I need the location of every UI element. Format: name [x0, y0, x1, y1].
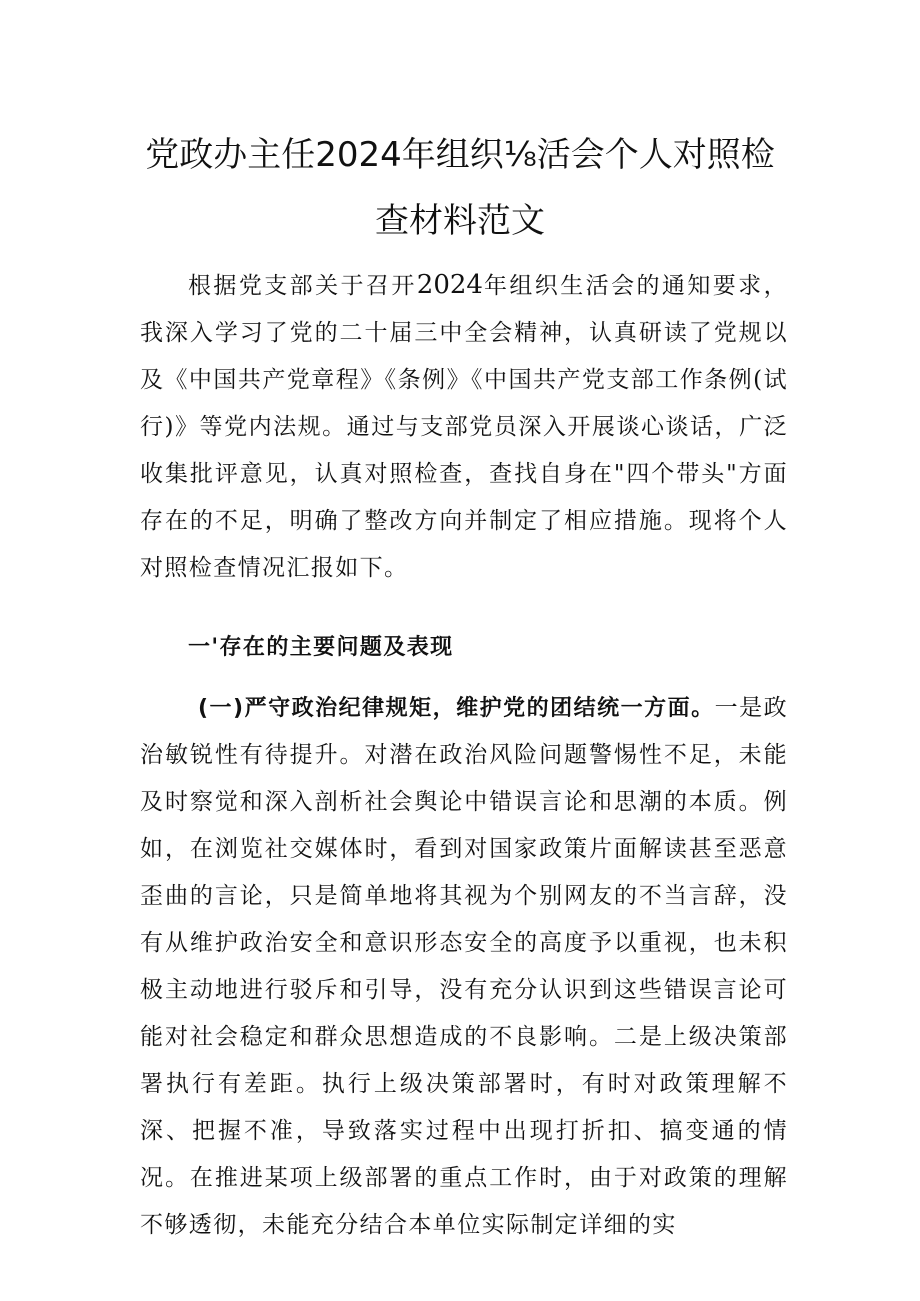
- intro-year: 2024: [416, 270, 483, 300]
- document-title: 党政办主任2024年组织⅛活会个人对照检查材料范文: [145, 135, 775, 241]
- subsection-lead: (一)严守政治纪律规矩，维护党的团结统一方面。: [198, 696, 715, 721]
- intro-paragraph: [140, 262, 788, 592]
- subsection-text: 一是政治敏锐性有待提升。对潜在政治风险问题警惕性不足，未能及时察觉和深入剖析社会舆论中错误言论和思潮的本质。例如，在浏览社交媒体时，看到对国家政策片面解读甚至恶意歪曲的言论，只是简单地将其视为个别网友的不当言辞，没有从维护政治安全和意识形态安全的高度予以重视，也未积极主动地进行驳斥和引导，没有充分认识到这些错误言论可能对社会稳定和群众思想造成的不良影响。二是上级决策部署执行有差距。执行上级决策部署时，有时对政策理解不深、把握不准，导致落实过程中出现打折扣、搞变通的情况。在推进某项上级部署的重点工作时，由于对政策的理解不够透彻，未能充分结合本单位实际制定详细的实: [140, 695, 789, 1238]
- intro-text-rest: 年组织生活会的通知要求，我深入学习了党的二十届三中全会精神，认真研读了党规以及《中国共产党章程》《条例》《中国共产党支部工作条例(试行)》等党内法规。通过与支部党员深入开展谈心谈话，广泛收集批评意见，认真对照检查，查找自身在"四个带头"方面存在的不足，明确了整改方向并制定了相应措施。现将个人对照检查情况汇报如下。: [140, 273, 788, 581]
- subsection-paragraph: [140, 685, 788, 1249]
- intro-text-start: 根据党支部关于召开: [188, 273, 417, 299]
- document-body: [140, 262, 788, 1249]
- section-heading: 一'存在的主要问题及表现: [188, 635, 454, 660]
